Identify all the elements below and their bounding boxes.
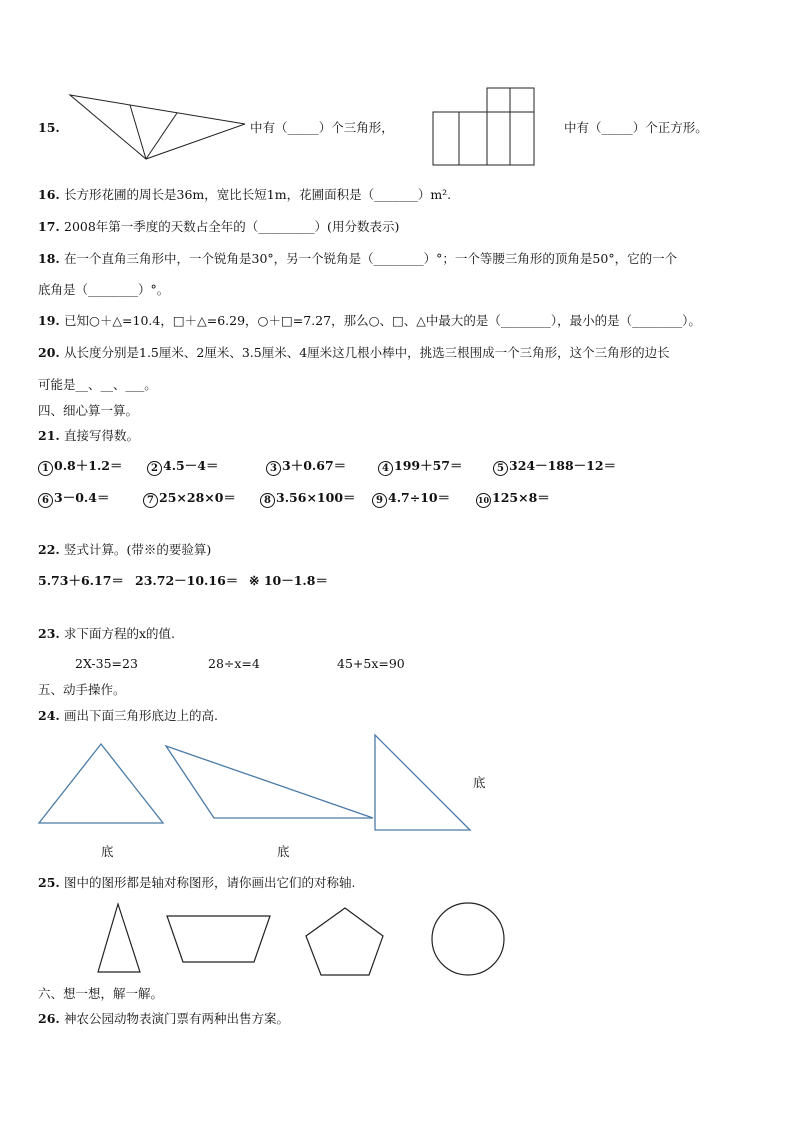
q19-text: 已知○＋△=10.4，□＋△=6.29，○＋□=7.27，那么○、□、△中最大的是（________），最小的是（________）。 bbox=[64, 313, 701, 328]
q15-number: 15. bbox=[38, 120, 60, 135]
q15-triangle-figure bbox=[60, 88, 250, 164]
q22-title: 竖式计算。(带※的要验算) bbox=[64, 542, 212, 557]
q23-equation-1: 2X-35=23 bbox=[75, 656, 138, 671]
q21-item-index: 2 bbox=[147, 461, 162, 476]
q19-number: 19. bbox=[38, 313, 60, 328]
q21-number: 21. bbox=[38, 428, 60, 443]
q21-item bbox=[260, 490, 356, 508]
q21-item-expr: 125×8＝ bbox=[492, 490, 550, 505]
q21-item-index: 4 bbox=[378, 461, 393, 476]
q21-item-expr: 199＋57＝ bbox=[394, 458, 463, 473]
q26-number: 26. bbox=[38, 1011, 60, 1026]
q20-number: 20. bbox=[38, 345, 60, 360]
q18-line1: 在一个直角三角形中，一个锐角是30°，另一个锐角是（________）°；一个等腰三角形的顶角是50°，它的一个 bbox=[64, 251, 678, 266]
q21-item bbox=[38, 458, 123, 476]
q21-item-index: 9 bbox=[372, 493, 387, 508]
q21-item-expr: 3－0.4＝ bbox=[54, 490, 110, 505]
q24-base-label-1: 底 bbox=[101, 844, 114, 859]
q21-item-index: 10 bbox=[476, 493, 491, 508]
q25-pentagon bbox=[306, 908, 383, 975]
q16-text: 长方形花圃的周长是36m，宽比长短1m，花圃面积是（_______）m². bbox=[64, 187, 452, 202]
q17-number: 17. bbox=[38, 219, 60, 234]
q15-text-squares: 中有（_____）个正方形。 bbox=[564, 120, 708, 135]
q22-item-1: 5.73＋6.17＝ bbox=[38, 573, 124, 588]
q18-number: 18. bbox=[38, 251, 60, 266]
q16-number: 16. bbox=[38, 187, 60, 202]
q24-triangle-1 bbox=[39, 744, 163, 823]
q24-base-label-2: 底 bbox=[277, 844, 290, 859]
q21-item-expr: 4.5－4＝ bbox=[163, 458, 219, 473]
q21-item-expr: 4.7÷10＝ bbox=[388, 490, 451, 505]
q23-equation-3: 45+5x=90 bbox=[337, 656, 405, 671]
q24-base-label-3: 底 bbox=[473, 775, 486, 790]
q25-shapes-figure bbox=[90, 898, 510, 980]
q20-line2: 可能是__、__、___。 bbox=[38, 377, 157, 392]
q21-item-index: 8 bbox=[260, 493, 275, 508]
q22-item-2: 23.72－10.16＝ bbox=[135, 573, 239, 588]
q25-number: 25. bbox=[38, 875, 60, 890]
q21-item-index: 1 bbox=[38, 461, 53, 476]
q23-equation-2: 28÷x=4 bbox=[208, 656, 260, 671]
q24-triangles-figure bbox=[0, 730, 480, 836]
q21-title: 直接写得数。 bbox=[64, 428, 140, 443]
q21-item-expr: 324－188－12＝ bbox=[509, 458, 617, 473]
q25-trapezoid bbox=[167, 916, 270, 962]
q25-circle bbox=[432, 903, 504, 975]
q26-title: 神农公园动物表演门票有两种出售方案。 bbox=[64, 1011, 290, 1026]
q21-item bbox=[147, 458, 218, 476]
q21-item bbox=[493, 458, 616, 476]
section-5-heading: 五、动手操作。 bbox=[38, 682, 126, 697]
section-4-heading: 四、细心算一算。 bbox=[38, 403, 139, 418]
q21-item-expr: 25×28×0＝ bbox=[159, 490, 236, 505]
q25-title: 图中的图形都是轴对称图形，请你画出它们的对称轴. bbox=[64, 875, 356, 890]
q22-number: 22. bbox=[38, 542, 60, 557]
q15-squares-figure bbox=[432, 86, 538, 168]
q18-line2: 底角是（________）°。 bbox=[38, 282, 170, 297]
q22-item-3: ※ 10－1.8＝ bbox=[249, 573, 328, 588]
q23-number: 23. bbox=[38, 626, 60, 641]
q23-title: 求下面方程的x的值. bbox=[64, 626, 176, 641]
q15-text-triangles: 中有（_____）个三角形， bbox=[250, 120, 394, 135]
q21-item bbox=[372, 490, 450, 508]
q21-item-expr: 0.8＋1.2＝ bbox=[54, 458, 123, 473]
section-6-heading: 六、想一想，解一解。 bbox=[38, 986, 164, 1001]
q25-isosceles-triangle bbox=[98, 904, 140, 972]
q21-item-expr: 3＋0.67＝ bbox=[282, 458, 347, 473]
q24-number: 24. bbox=[38, 708, 60, 723]
q21-item-index: 6 bbox=[38, 493, 53, 508]
q21-item bbox=[476, 490, 550, 508]
q24-title: 画出下面三角形底边上的高. bbox=[64, 708, 218, 723]
q24-triangle-3 bbox=[375, 735, 470, 830]
q21-item-index: 3 bbox=[266, 461, 281, 476]
q21-item-index: 5 bbox=[493, 461, 508, 476]
q21-item-expr: 3.56×100＝ bbox=[276, 490, 356, 505]
q17-text: 2008年第一季度的天数占全年的（_________）(用分数表示) bbox=[64, 219, 400, 234]
q21-item-index: 7 bbox=[143, 493, 158, 508]
q21-item bbox=[143, 490, 236, 508]
q21-item bbox=[378, 458, 463, 476]
q21-item bbox=[38, 490, 109, 508]
q21-item bbox=[266, 458, 346, 476]
q20-line1: 从长度分别是1.5厘米、2厘米、3.5厘米、4厘米这几根小棒中，挑选三根围成一个三角形，这个三角形的边长 bbox=[64, 345, 670, 360]
q24-triangle-2 bbox=[166, 746, 373, 818]
